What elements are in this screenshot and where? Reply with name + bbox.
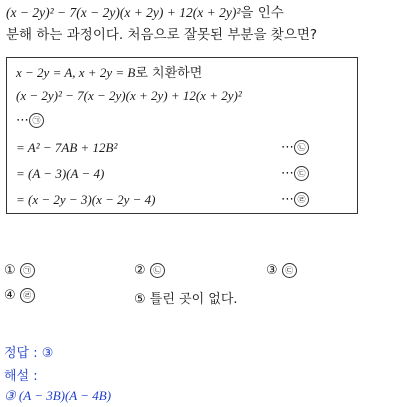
substitution-expr: x − 2y = A, x + 2y = B — [16, 65, 136, 80]
question-line-2: 분해 하는 과정이다. 처음으로 잘못된 부분을 찾으면? — [6, 27, 318, 43]
tag-2: ㉡ — [294, 140, 309, 155]
step-marker-1 — [16, 113, 44, 128]
choice-1[interactable]: ① ㉠ — [4, 263, 35, 278]
step-3-tag: ⋯ ㉣ — [281, 192, 309, 207]
substitution-tail: 로 치환하면 — [135, 66, 203, 81]
tag-1: ㉠ — [29, 113, 44, 128]
choice-3[interactable]: ③ ㉢ — [266, 263, 297, 278]
original-expression: (x − 2y)² − 7(x − 2y)(x + 2y) + 12(x + 2y)² — [16, 88, 242, 103]
explanation-text: ③ (A − 3B)(A − 4B) — [4, 388, 112, 403]
solution-box — [6, 57, 358, 214]
tag-4: ㉣ — [294, 192, 309, 207]
choice-5[interactable]: ⑤ 틀린 곳이 없다. — [134, 292, 238, 307]
choice-4[interactable]: ④ ㉣ — [4, 288, 35, 303]
explanation-label: 해설 : — [4, 369, 38, 384]
step-1-tag: ⋯ ㉡ — [281, 140, 309, 155]
tag-3: ㉢ — [294, 166, 309, 181]
choice-2[interactable]: ② ㉡ — [134, 263, 165, 278]
step-3: = (x − 2y − 3)(x − 2y − 4) — [16, 192, 156, 207]
answer-label: 정답 : ③ — [4, 346, 54, 361]
step-2-tag: ⋯ ㉢ — [281, 166, 309, 181]
question-expression: (x − 2y)² − 7(x − 2y)(x + 2y) + 12(x + 2y)² — [6, 5, 241, 20]
step-1: = A² − 7AB + 12B² — [16, 140, 118, 155]
ellipsis: ⋯ — [16, 113, 29, 128]
question-tail: 을 인수 — [240, 5, 284, 21]
substitution-row — [16, 62, 202, 81]
step-2: = (A − 3)(A − 4) — [16, 166, 105, 181]
question-text — [6, 2, 398, 46]
